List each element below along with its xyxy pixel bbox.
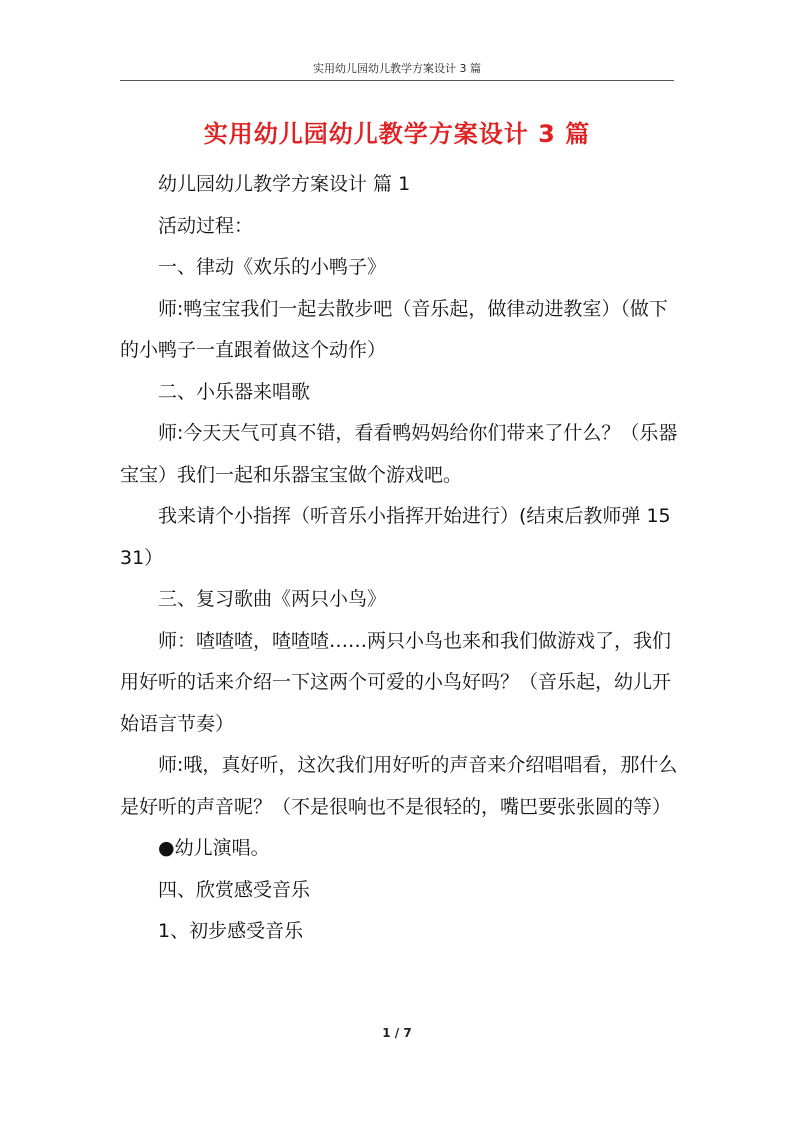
subsection-heading: 四、欣赏感受音乐 <box>158 878 311 901</box>
paragraph: 1、初步感受音乐 <box>158 920 304 942</box>
header-divider <box>120 80 674 81</box>
paragraph: 师:哦，真好听，这次我们用好听的声音来介绍唱唱看，那什么是好听的声音呢？（不是很响也不是很轻的，嘴巴要张张圆的等） <box>120 754 678 818</box>
paragraph: 师:鸭宝宝我们一起去散步吧（音乐起，做律动进教室）（做下的小鸭子一直跟着做这个动作） <box>120 297 668 361</box>
document-title: 实用幼儿园幼儿教学方案设计 3 篇 <box>203 120 591 148</box>
bullet-item: ●幼儿演唱。 <box>158 837 270 859</box>
subsection-heading: 三、复习歌曲《两只小鸟》 <box>158 588 387 610</box>
page-number: 1 / 7 <box>382 1026 412 1040</box>
paragraph: 我来请个小指挥（听音乐小指挥开始进行）(结束后教师弹 1531） <box>120 505 671 569</box>
paragraph: 活动过程： <box>158 214 254 237</box>
paragraph: 师：喳喳喳，喳喳喳……两只小鸟也来和我们做游戏了，我们用好听的话来介绍一下这两个可爱的小鸟好吗？（音乐起，幼儿开始语言节奏） <box>120 629 672 735</box>
document-body <box>120 164 680 953</box>
section-heading: 幼儿园幼儿教学方案设计 篇 1 <box>158 173 411 195</box>
subsection-heading: 一、律动《欢乐的小鸭子》 <box>158 256 387 278</box>
paragraph: 师:今天天气可真不错，看看鸭妈妈给你们带来了什么？（乐器宝宝）我们一起和乐器宝宝做个游戏吧。 <box>120 422 678 486</box>
subsection-heading: 二、小乐器来唱歌 <box>158 380 311 403</box>
running-header: 实用幼儿园幼儿教学方案设计 3 篇 <box>313 62 481 75</box>
